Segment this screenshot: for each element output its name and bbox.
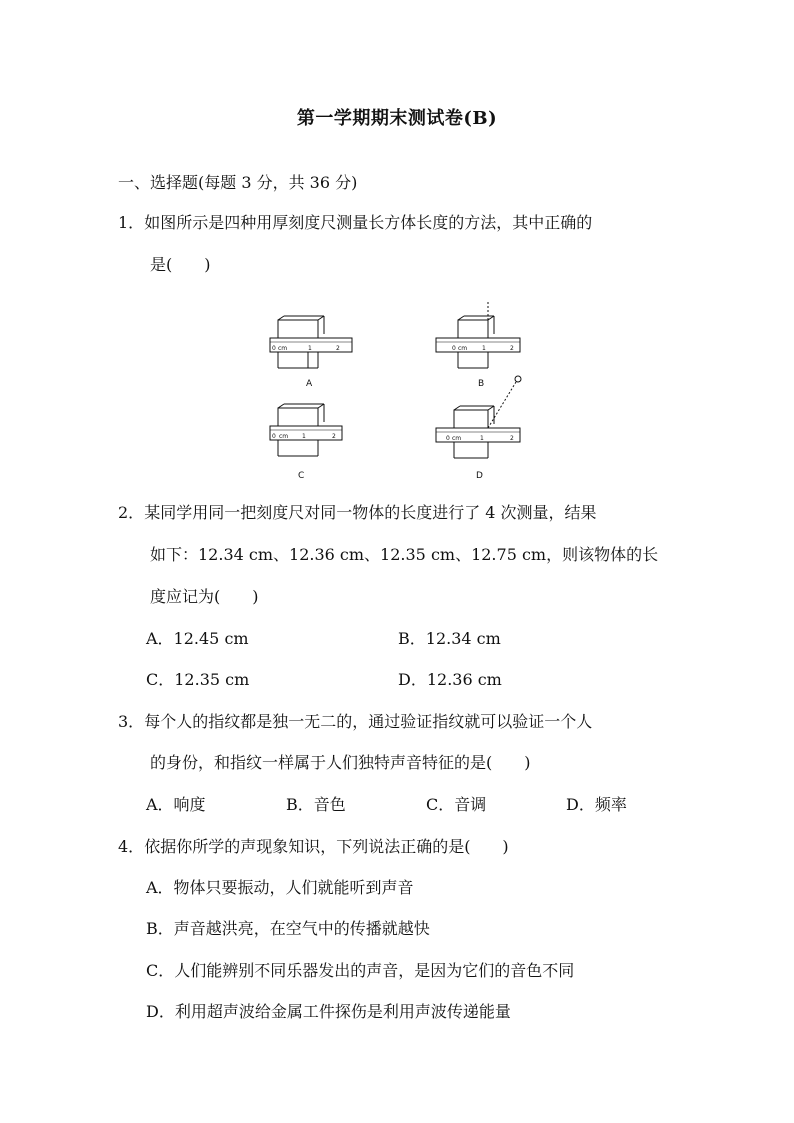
question-2-text-2: 如下：12.34 cm、12.36 cm、12.35 cm、12.75 cm，则该物体的长	[150, 545, 659, 564]
question-4-option-b: B．声音越洪亮，在空气中的传播就越快	[146, 919, 430, 938]
question-4-text-1: 依据你所学的声现象知识，下列说法正确的是( )	[144, 837, 509, 856]
figure-d-two: 2	[510, 435, 514, 442]
ruler-measurement-figure	[258, 300, 538, 490]
figure-a-one: 1	[308, 345, 312, 352]
question-1-text-2: 是( )	[150, 255, 211, 274]
figure-c-unit: cm	[279, 433, 289, 440]
figure-a-unit: cm	[278, 345, 288, 352]
question-2-number: 2．	[118, 503, 145, 522]
figure-d-one: 1	[480, 435, 484, 442]
figure-b-two: 2	[510, 345, 514, 352]
question-4-option-c: C．人们能辨别不同乐器发出的声音，是因为它们的音色不同	[146, 961, 575, 980]
question-2-text-3: 度应记为( )	[150, 587, 259, 606]
question-2-option-a: A．12.45 cm	[146, 629, 249, 648]
question-4-number: 4．	[118, 837, 145, 856]
figure-d-unit: cm	[452, 435, 462, 442]
question-3-line-1	[118, 711, 592, 733]
figure-c-one: 1	[302, 433, 306, 440]
question-2-text-1: 某同学用同一把刻度尺对同一物体的长度进行了 4 次测量，结果	[144, 503, 597, 522]
question-3-text-1: 每个人的指纹都是独一无二的，通过验证指纹就可以验证一个人	[144, 712, 593, 731]
figure-a-label: A	[306, 379, 313, 389]
question-1-number: 1．	[118, 213, 145, 232]
figure-a-two: 2	[336, 345, 340, 352]
figure-b-zero: 0	[452, 345, 456, 352]
question-4-option-d: D．利用超声波给金属工件探伤是利用声波传递能量	[146, 1002, 511, 1021]
figure-c-zero: 0	[272, 433, 276, 440]
question-2-option-c: C．12.35 cm	[146, 670, 250, 689]
figure-c-two: 2	[332, 433, 336, 440]
question-2-line-1	[118, 502, 597, 524]
question-3-option-a: A．响度	[146, 795, 206, 814]
question-3-option-b: B．音色	[286, 795, 346, 814]
figure-d-label: D	[476, 471, 483, 481]
figure-a-zero: 0	[272, 345, 276, 352]
question-1-line-1	[118, 212, 592, 234]
question-3-option-d: D．频率	[566, 795, 627, 814]
question-3-option-c: C．音调	[426, 795, 487, 814]
figure-b-one: 1	[482, 345, 486, 352]
figure-d-zero: 0	[446, 435, 450, 442]
figure-d	[436, 376, 521, 481]
figure-b-unit: cm	[458, 345, 468, 352]
section-heading: 一、选择题(每题 3 分，共 36 分)	[118, 173, 358, 192]
question-4-line-1	[118, 836, 509, 858]
figure-b	[436, 300, 520, 389]
question-3-number: 3．	[118, 712, 145, 731]
question-3-text-2: 的身份，和指纹一样属于人们独特声音特征的是( )	[150, 753, 531, 772]
question-2-option-d: D．12.36 cm	[398, 670, 502, 689]
figure-c	[270, 404, 342, 481]
figure-b-label: B	[478, 379, 485, 389]
question-1-text-1: 如图所示是四种用厚刻度尺测量长方体长度的方法，其中正确的	[144, 213, 593, 232]
figure-c-label: C	[298, 471, 305, 481]
page-title: 第一学期期末测试卷(B)	[296, 108, 498, 129]
question-2-option-b: B．12.34 cm	[398, 629, 501, 648]
figure-a	[270, 316, 352, 389]
question-4-option-a: A．物体只要振动，人们就能听到声音	[146, 878, 414, 897]
